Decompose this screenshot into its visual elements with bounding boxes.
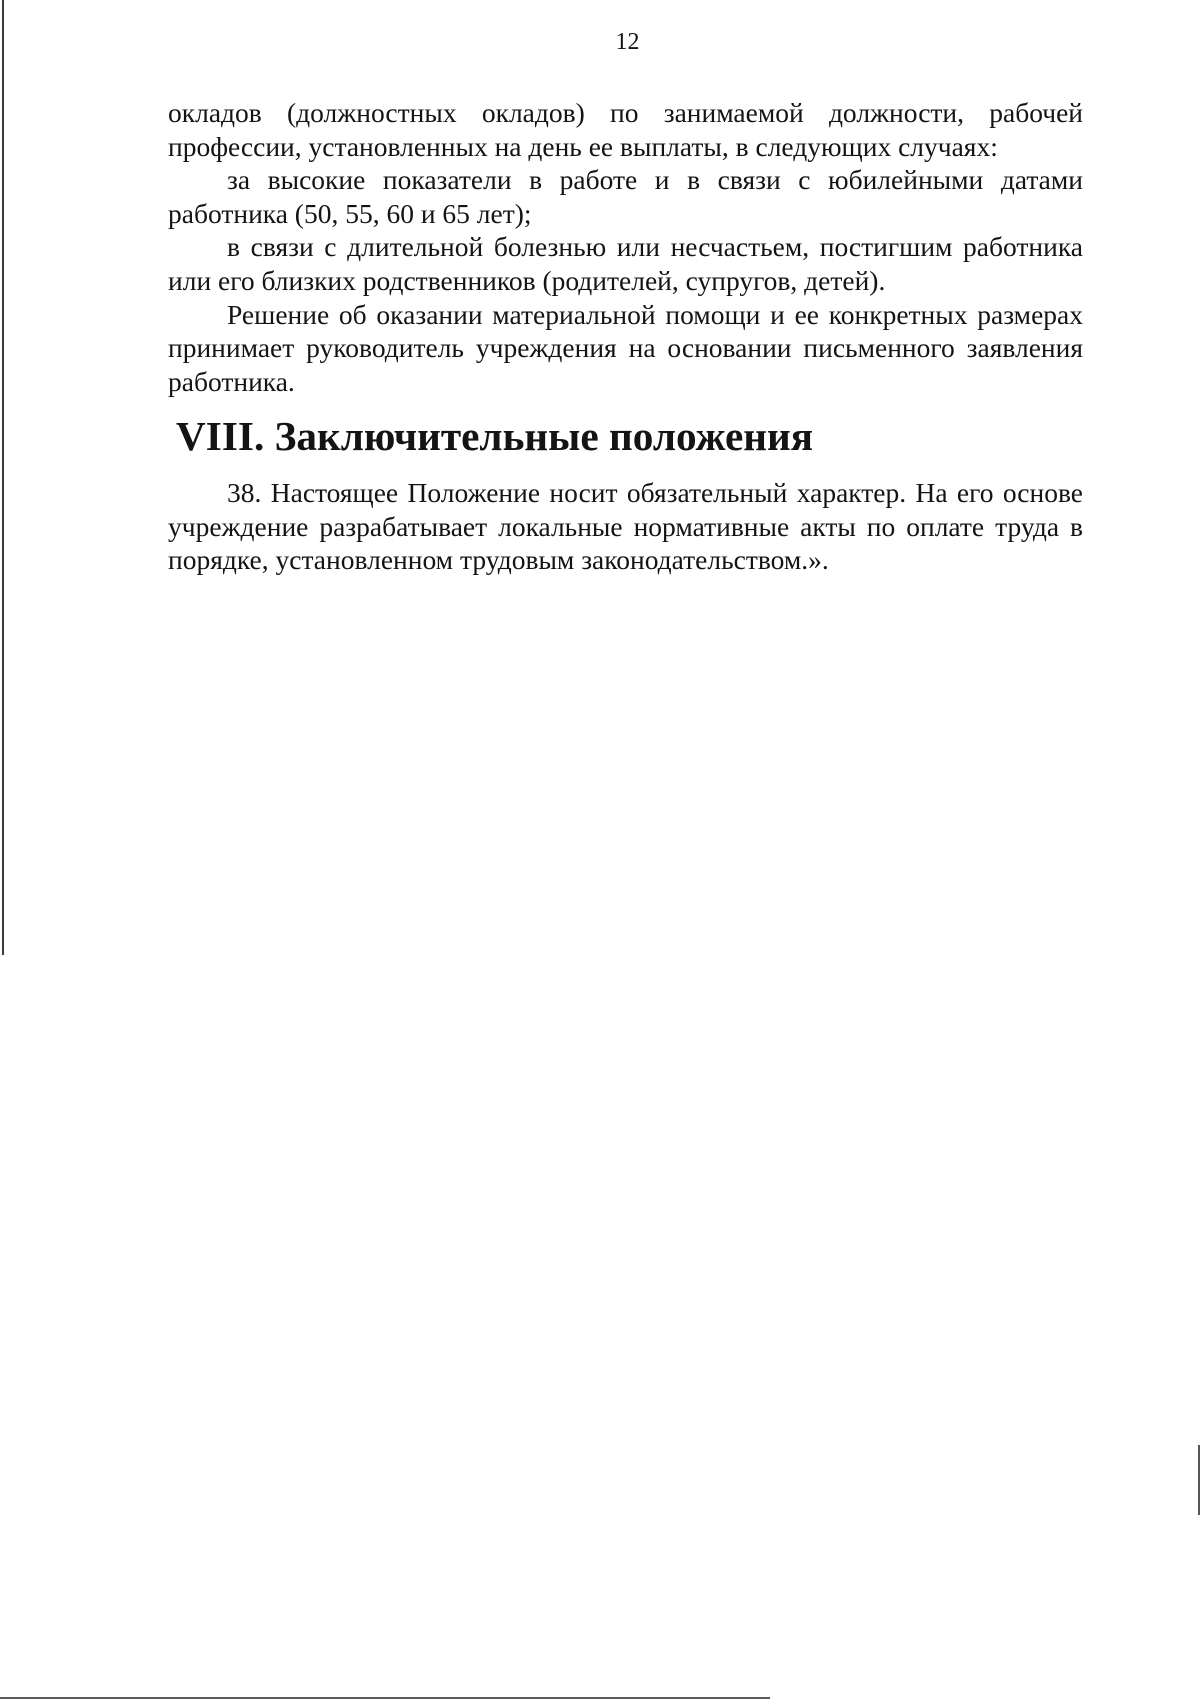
scan-edge-bottom (0, 1697, 770, 1699)
paragraph-illness-case: в связи с длительной болезнью или несчастьем, постигшим работника или его близких родственников (родителей, супругов, детей). (168, 231, 1083, 296)
paragraph-continuation: окладов (должностных окладов) по занимаемой должности, рабочей профессии, установленных на день ее выплаты, в следующих случаях: (168, 97, 1083, 162)
scan-edge-left (2, 0, 4, 955)
document-body (168, 96, 1083, 577)
paragraph-clause-38: 38. Настоящее Положение носит обязательный характер. На его основе учреждение разрабатывает локальные нормативные акты по оплате труда в порядке, установленном трудовым законодательством.». (168, 476, 1083, 576)
paragraph-anniversary-case: за высокие показатели в работе и в связи с юбилейными датами работника (50, 55, 60 и 65 лет); (168, 164, 1083, 229)
paragraph-decision: Решение об оказании материальной помощи и ее конкретных размерах принимает руководитель учреждения на основании письменного заявления работника. (168, 298, 1083, 397)
page-number: 12 (615, 29, 640, 55)
section-heading: VIII. Заключительные положения (176, 413, 814, 460)
